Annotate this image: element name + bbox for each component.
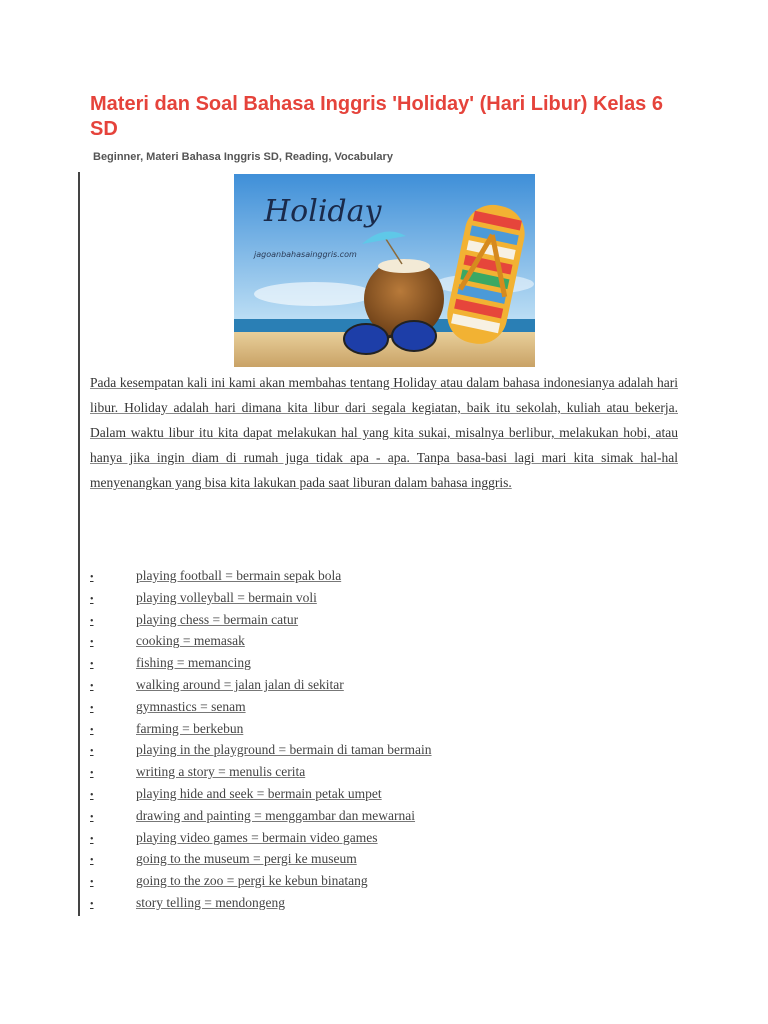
- hero-site-text: jagoanbahasainggris.com: [254, 250, 357, 259]
- vocab-item-text[interactable]: playing hide and seek = bermain petak umpet: [136, 785, 382, 801]
- bullet-icon: •: [90, 898, 94, 910]
- vocab-item-text[interactable]: fishing = memancing: [136, 655, 251, 671]
- hero-title-text: Holiday: [264, 194, 382, 229]
- vocab-item-text[interactable]: going to the museum = pergi ke museum: [136, 851, 357, 867]
- page-title: Materi dan Soal Bahasa Inggris 'Holiday' (Hari Libur) Kelas 6 SD: [90, 93, 663, 140]
- bullet-icon: •: [90, 680, 94, 692]
- list-item[interactable]: [90, 805, 690, 827]
- bullet-icon: •: [90, 768, 94, 780]
- bullet-icon: •: [90, 702, 94, 714]
- vocab-item-text[interactable]: drawing and painting = menggambar dan mewarnai: [136, 807, 416, 823]
- bullet-icon: •: [90, 637, 94, 649]
- list-item[interactable]: [90, 674, 690, 696]
- intro-paragraph: [90, 370, 678, 495]
- intro-text[interactable]: Pada kesempatan kali ini kami akan membahas tentang Holiday atau dalam bahasa indonesianya adalah hari libur. Holiday adalah hari dimana kita libur dari segala kegiatan, baik itu sekolah, kuliah atau bekerja. Dalam waktu libur itu kita dapat melakukan hal yang kita sukai, misalnya berlibur, melakukan hobi, atau hanya jika ingin diam di rumah juga tidak apa - apa. Tanpa basa-basi lagi mari kita simak hal-hal menyenangkan yang bisa kita lakukan pada saat liburan dalam bahasa inggris.: [90, 375, 678, 490]
- list-item[interactable]: [90, 870, 690, 892]
- bullet-icon: •: [90, 615, 94, 627]
- list-item[interactable]: [90, 827, 690, 849]
- bullet-icon: •: [90, 572, 94, 583]
- vocab-item-text[interactable]: story telling = mendongeng: [136, 894, 285, 910]
- vocab-item-text[interactable]: playing chess = bermain catur: [136, 611, 299, 627]
- bullet-icon: •: [90, 724, 94, 736]
- list-item[interactable]: [90, 783, 690, 805]
- vocab-item-text[interactable]: going to the zoo = pergi ke kebun binatang: [136, 873, 368, 889]
- article-categories[interactable]: Beginner, Materi Bahasa Inggris SD, Reading, Vocabulary: [93, 151, 393, 163]
- list-item[interactable]: [90, 652, 690, 674]
- list-item[interactable]: [90, 718, 690, 740]
- list-item[interactable]: [90, 565, 690, 587]
- bullet-icon: •: [90, 855, 94, 867]
- list-item[interactable]: [90, 739, 690, 761]
- bullet-icon: •: [90, 659, 94, 671]
- vocab-item-text[interactable]: playing volleyball = bermain voli: [136, 589, 317, 605]
- vocab-item-text[interactable]: gymnastics = senam: [136, 698, 246, 714]
- vocab-item-text[interactable]: walking around = jalan jalan di sekitar: [136, 676, 344, 692]
- list-item[interactable]: [90, 848, 690, 870]
- list-item[interactable]: [90, 609, 690, 631]
- vocab-item-text[interactable]: cooking = memasak: [136, 633, 245, 649]
- list-item[interactable]: [90, 630, 690, 652]
- vocab-item-text[interactable]: playing in the playground = bermain di taman bermain: [136, 742, 432, 758]
- left-border-line: [78, 172, 80, 916]
- vocab-item-text[interactable]: farming = berkebun: [136, 720, 244, 736]
- vocab-item-text[interactable]: writing a story = menulis cerita: [136, 764, 306, 780]
- list-item[interactable]: [90, 696, 690, 718]
- bullet-icon: •: [90, 833, 94, 845]
- bullet-icon: •: [90, 811, 94, 823]
- list-item[interactable]: [90, 761, 690, 783]
- list-item[interactable]: [90, 892, 690, 914]
- vocab-list: [90, 565, 690, 914]
- holiday-hero-image: [234, 174, 535, 367]
- bullet-icon: •: [90, 877, 94, 889]
- vocab-item-text[interactable]: playing football = bermain sepak bola: [136, 568, 342, 583]
- vocab-item-text[interactable]: playing video games = bermain video games: [136, 829, 378, 845]
- list-item[interactable]: [90, 587, 690, 609]
- bullet-icon: •: [90, 789, 94, 801]
- bullet-icon: •: [90, 593, 94, 605]
- bullet-icon: •: [90, 746, 94, 758]
